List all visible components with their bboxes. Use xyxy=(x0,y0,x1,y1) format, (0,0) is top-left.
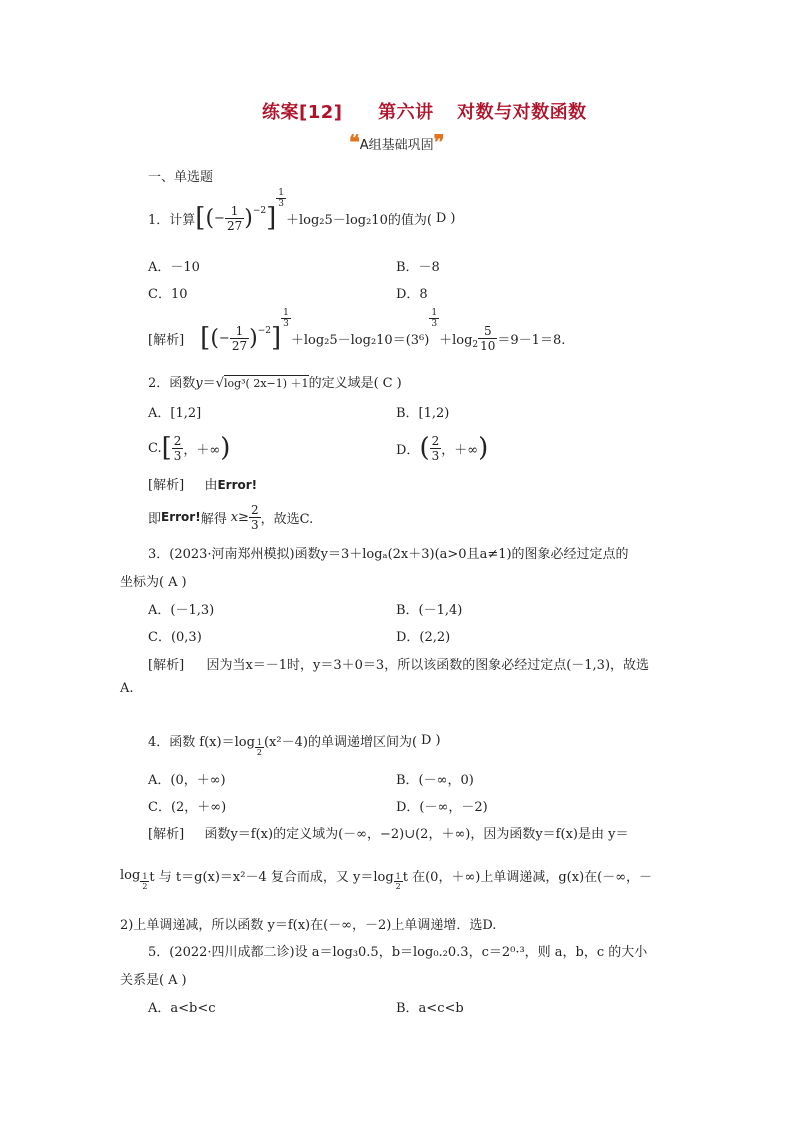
group-heading xyxy=(349,130,444,154)
q2c-frac-den: 3 xyxy=(173,448,182,463)
q2-option-a: A．[1,2] xyxy=(148,406,202,421)
q1-option-c: C．10 xyxy=(148,287,188,302)
q1a-frac5-num: 5 xyxy=(478,324,497,339)
q4-option-d: D．(－∞，－2) xyxy=(396,800,488,815)
quote-close-icon: ❞ xyxy=(433,130,445,154)
q4-rest: (x²－4)的单调递增区间为( xyxy=(263,734,418,750)
q4-line2-base1-num: 1 xyxy=(142,871,148,881)
q5-line1: 5．(2022·四川成都二诊)设 a＝log₃0.5，b＝log₀.₂0.3，c＝2⁰·³，则 a，b，c 的大小 xyxy=(148,945,648,960)
q1-analysis-mid: ＋log₂5－log₂10＝(3⁶) xyxy=(290,332,430,348)
q2-close: ) xyxy=(396,376,402,391)
q2-option-c-post: ，＋∞ xyxy=(183,442,221,458)
q1-frac-num: 1 xyxy=(225,204,244,219)
q2d-frac-den: 3 xyxy=(431,448,440,463)
q2-line2-end: ，故选C. xyxy=(260,511,314,527)
q1a-paren-open: ( xyxy=(210,325,219,351)
q2-line2-pre: 即 xyxy=(148,511,162,527)
q4-line2-a: log xyxy=(120,867,141,883)
q5-answer: A xyxy=(168,973,178,988)
q2-line2-frac-den: 3 xyxy=(250,517,259,532)
q2c-frac-num: 2 xyxy=(173,433,182,448)
group-label: A组基础巩固 xyxy=(359,138,434,153)
q1-rest: ＋log₂5－log₂10的值为( xyxy=(286,212,432,228)
q4-option-a: A．(0，＋∞) xyxy=(148,773,226,788)
q2-y: y xyxy=(195,376,203,391)
q4-number: 4． xyxy=(148,734,170,750)
q1a-frac10-den: 10 xyxy=(480,338,496,353)
q1-option-b: B．－8 xyxy=(396,260,440,275)
q1-exp-inner: −2 xyxy=(252,206,267,216)
q1-analysis-label: [解析] xyxy=(148,332,185,348)
q1-analysis-end: ＝9－1＝8. xyxy=(497,332,566,348)
q2-option-c xyxy=(148,428,230,468)
q4-analysis-line3: 2)上单调递减，所以函数 y＝f(x)在(－∞，－2)上单调递增．选D. xyxy=(120,918,497,933)
q2d-frac-num: 2 xyxy=(431,433,440,448)
q2-analysis-text: 由 xyxy=(204,478,218,493)
q4-line2-base1-den: 2 xyxy=(142,881,148,891)
q1a-bracket-open: [ xyxy=(200,323,211,353)
q4-line2-base2-num: 1 xyxy=(395,871,401,881)
title-left: 练案[12] xyxy=(262,102,343,123)
q2-answer: C xyxy=(382,376,393,391)
q4-prefix: 函数 xyxy=(169,734,196,750)
q4-line2-base1 xyxy=(140,872,149,891)
q4-f: f(x)＝log xyxy=(199,734,255,750)
q2-option-b: B．[1,2) xyxy=(396,406,450,421)
q1-option-a: A．－10 xyxy=(148,260,200,275)
question-1 xyxy=(148,188,456,240)
q2-number: 2． xyxy=(148,376,170,391)
q1a-bracket-close: ] xyxy=(270,323,282,353)
q3-line2-pre: 坐标为( xyxy=(120,575,165,590)
title-topic: 对数与对数函数 xyxy=(457,102,587,123)
q2-option-c-label: C. xyxy=(148,440,162,456)
q4-base-fraction xyxy=(255,738,264,757)
q1a-outer-exp2-den: 3 xyxy=(431,319,438,329)
q4-base-den: 2 xyxy=(256,747,262,757)
q2-analysis-line2 xyxy=(148,500,313,534)
q1-answer: D xyxy=(435,210,447,226)
q1-paren-open: ( xyxy=(205,205,215,231)
q2-option-d xyxy=(396,428,488,468)
q1a-frac-den: 27 xyxy=(231,338,248,353)
q4-close: ) xyxy=(435,732,441,748)
q1-frac-den: 27 xyxy=(226,218,243,233)
q2-line2-frac-num: 2 xyxy=(250,502,259,517)
q1-prefix: 计算 xyxy=(169,212,196,228)
q3-line2 xyxy=(120,571,187,590)
q1a-minus: − xyxy=(218,330,230,346)
q1-outer-exp-den: 3 xyxy=(278,199,284,209)
q2c-fraction xyxy=(172,434,184,463)
q2d-paren-close: ) xyxy=(478,433,489,463)
q2-option-d-label: D． xyxy=(396,442,420,458)
q2-prefix: 函数 xyxy=(169,376,196,391)
q2d-paren-open: ( xyxy=(419,433,430,463)
q3-analysis-line2: A. xyxy=(120,681,134,696)
q2-analysis-label: [解析] xyxy=(148,478,185,493)
q2-analysis xyxy=(148,474,257,493)
q3-option-d: D．(2,2) xyxy=(396,630,451,645)
q4-analysis-line2 xyxy=(120,860,652,890)
q1a-fraction xyxy=(230,324,249,353)
q1-bracket-open: [ xyxy=(195,203,206,233)
q2-error-word: Error! xyxy=(217,478,258,492)
q4-analysis-line1: 函数y＝f(x)的定义域为(－∞，−2)∪(2，＋∞)，因为函数y＝f(x)是由 y＝ xyxy=(204,827,629,842)
q2-error-word-2: Error! xyxy=(161,510,201,524)
q1-analysis xyxy=(148,308,566,360)
q1-paren-close: ) xyxy=(244,205,253,231)
q5-option-b: B．a<c<b xyxy=(396,1001,464,1016)
q4-answer: D xyxy=(421,732,432,748)
q1-close: ) xyxy=(450,210,456,226)
q1-minus: − xyxy=(214,210,225,226)
q3-option-b: B．(－1,4) xyxy=(396,603,463,618)
q3-line1: 3．(2023·河南郑州模拟)函数y＝3＋logₐ(2x＋3)(a>0且a≠1)的图象必经过定点的 xyxy=(148,547,629,562)
q1a-paren-close: ) xyxy=(249,325,258,351)
q3-analysis xyxy=(148,654,649,673)
q2-line2-x: x xyxy=(230,509,239,525)
q3-analysis-label: [解析] xyxy=(148,658,185,673)
q1a-outer-exp2-num: 1 xyxy=(431,308,438,318)
q2-eq: ＝ xyxy=(202,376,216,391)
q3-analysis-line1: 因为当x＝－1时，y＝3＋0＝3，所以该函数的图象必经过定点(－1,3)，故选 xyxy=(206,658,650,673)
q2-line2-fraction xyxy=(249,503,261,532)
q1-analysis-log-sub: 2 xyxy=(472,340,479,350)
q3-option-a: A．(－1,3) xyxy=(148,603,215,618)
q5-option-a: A．a<b<c xyxy=(148,1001,216,1016)
q1a-frac-num: 1 xyxy=(230,324,249,339)
q1a-frac-5-10 xyxy=(478,324,497,353)
q4-line2-base2 xyxy=(394,872,403,891)
page-title xyxy=(262,98,587,124)
sqrt-icon: √ xyxy=(215,376,224,391)
q5-line2 xyxy=(120,969,187,988)
q4-analysis-label: [解析] xyxy=(148,827,185,842)
q1a-outer-exp xyxy=(281,308,291,329)
q4-base-num: 1 xyxy=(256,737,262,747)
q3-option-c: C．(0,3) xyxy=(148,630,202,645)
q1-option-d: D．8 xyxy=(396,287,428,302)
q1a-outer-exp-2 xyxy=(429,308,439,329)
q4-option-c: C．(2，＋∞) xyxy=(148,800,227,815)
q1a-outer-exp-den: 3 xyxy=(283,319,289,329)
title-chapter: 第六讲 xyxy=(378,102,434,123)
q2-line2-mid: 解得 xyxy=(200,511,227,527)
q2d-fraction xyxy=(430,434,442,463)
q1-fraction xyxy=(225,204,244,233)
q2-rest: 的定义域是( xyxy=(308,376,379,391)
q4-line2-c: t 在(0，＋∞)上单调递减，g(x)在(－∞，－ xyxy=(402,869,653,885)
q4-line2-base2-den: 2 xyxy=(395,881,401,891)
quote-open-icon: ❝ xyxy=(349,130,360,154)
section-label: 一、单选题 xyxy=(148,170,214,185)
q2-line2-geq: ≥ xyxy=(238,509,249,525)
q1a-outer-exp-num: 1 xyxy=(283,308,289,318)
q5-close: ) xyxy=(181,973,187,988)
q3-answer: A xyxy=(168,575,178,590)
q1a-exp-inner: −2 xyxy=(257,326,271,336)
q5-line2-pre: 关系是( xyxy=(120,973,165,988)
q1-bracket-close: ] xyxy=(266,203,277,233)
q2c-bracket: [ xyxy=(161,433,172,463)
q2c-paren: ) xyxy=(220,433,231,463)
q1-analysis-log: ＋log xyxy=(439,332,473,348)
q3-close: ) xyxy=(181,575,187,590)
question-2 xyxy=(148,372,402,391)
q2-option-d-post: ，＋∞ xyxy=(441,442,479,458)
q4-line2-b: t 与 t＝g(x)＝x²－4 复合而成，又 y＝log xyxy=(149,869,394,885)
q2-sqrt-body: log³( 2x−1) ＋1 xyxy=(223,377,309,390)
q1-number: 1． xyxy=(148,212,170,228)
q1-outer-exp xyxy=(276,188,286,209)
q4-option-b: B．(－∞，0) xyxy=(396,773,474,788)
q1-outer-exp-num: 1 xyxy=(278,188,284,198)
question-4 xyxy=(148,722,441,758)
q4-analysis xyxy=(148,823,628,842)
